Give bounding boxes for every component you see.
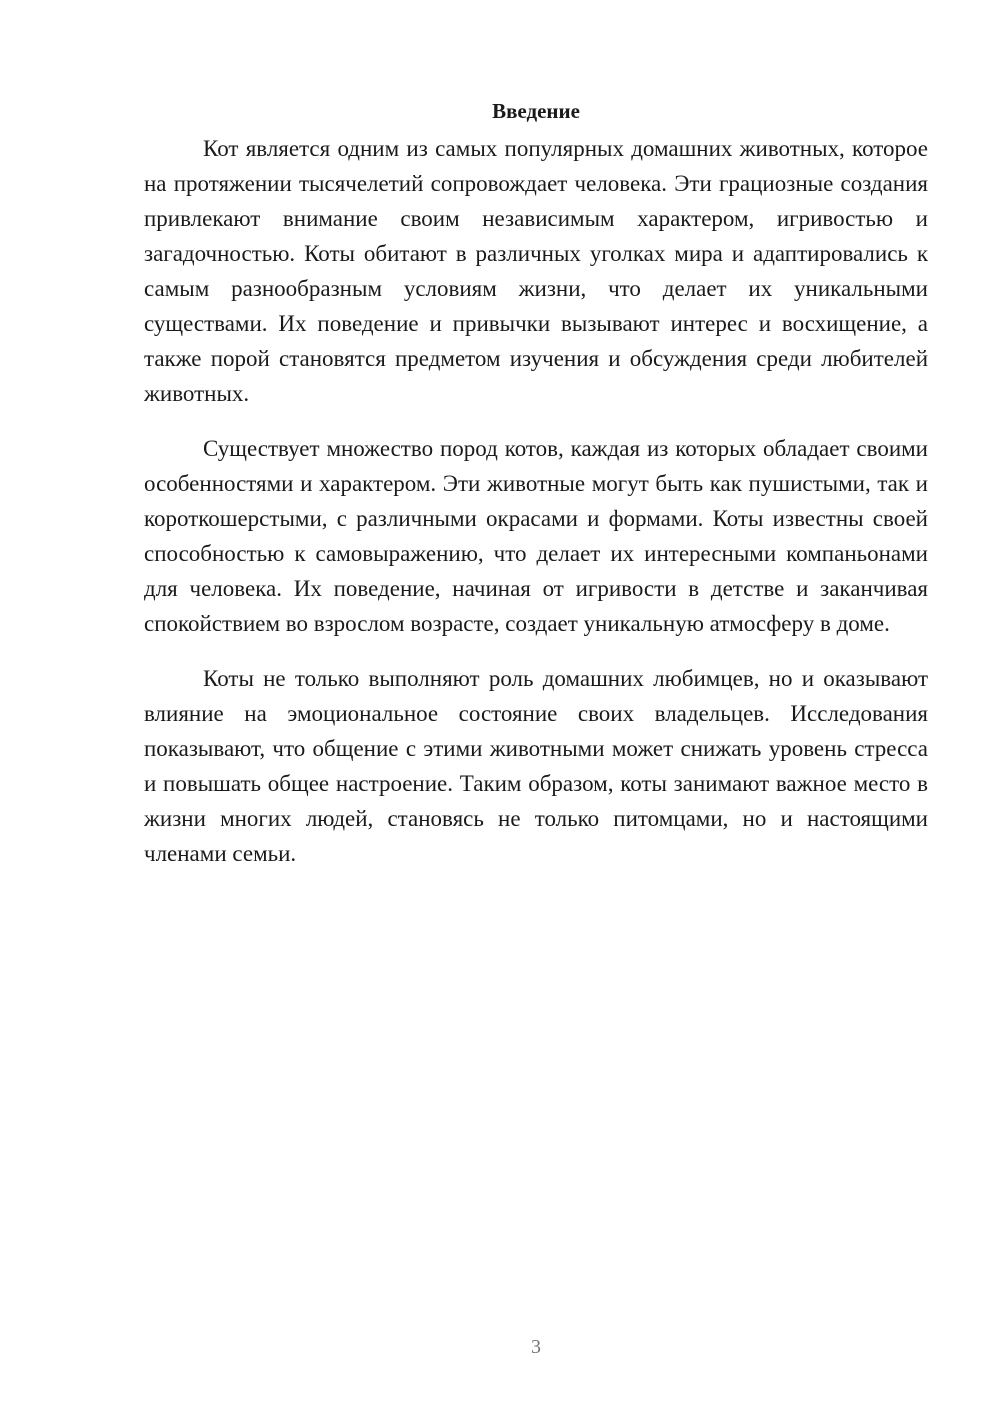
page-content — [144, 94, 928, 871]
page-title: Введение — [492, 99, 580, 123]
paragraph-3: Коты не только выполняют роль домашних любимцев, но и оказывают влияние на эмоциональное состояние своих владельцев. Исследования показывают, что общение с этими животными может снижать уровень стресса и повышать общее настроение. Таким образом, коты занимают важное место в жизни многих людей, становясь не только питомцами, но и настоящими членами семьи. — [144, 666, 928, 866]
paragraph-1: Кот является одним из самых популярных домашних животных, которое на протяжении тысячелетий сопровождает человека. Эти грациозные создания привлекают внимание своим независимым характером, игривостью и загадочностью. Коты обитают в различных уголках мира и адаптировались к самым разнообразным условиям жизни, что делает их уникальными существами. Их поведение и привычки вызывают интерес и восхищение, а также порой становятся предметом изучения и обсуждения среди любителей животных. — [144, 136, 928, 406]
paragraph-2: Существует множество пород котов, каждая из которых обладает своими особенностями и характером. Эти животные могут быть как пушистыми, так и короткошерстыми, с различными окрасами и формами. Коты известны своей способностью к самовыражению, что делает их интересными компаньонами для человека. Их поведение, начиная от игривости в детстве и заканчивая спокойствием во взрослом возрасте, создает уникальную атмосферу в доме. — [144, 436, 928, 636]
page-number: 3 — [531, 1336, 541, 1358]
